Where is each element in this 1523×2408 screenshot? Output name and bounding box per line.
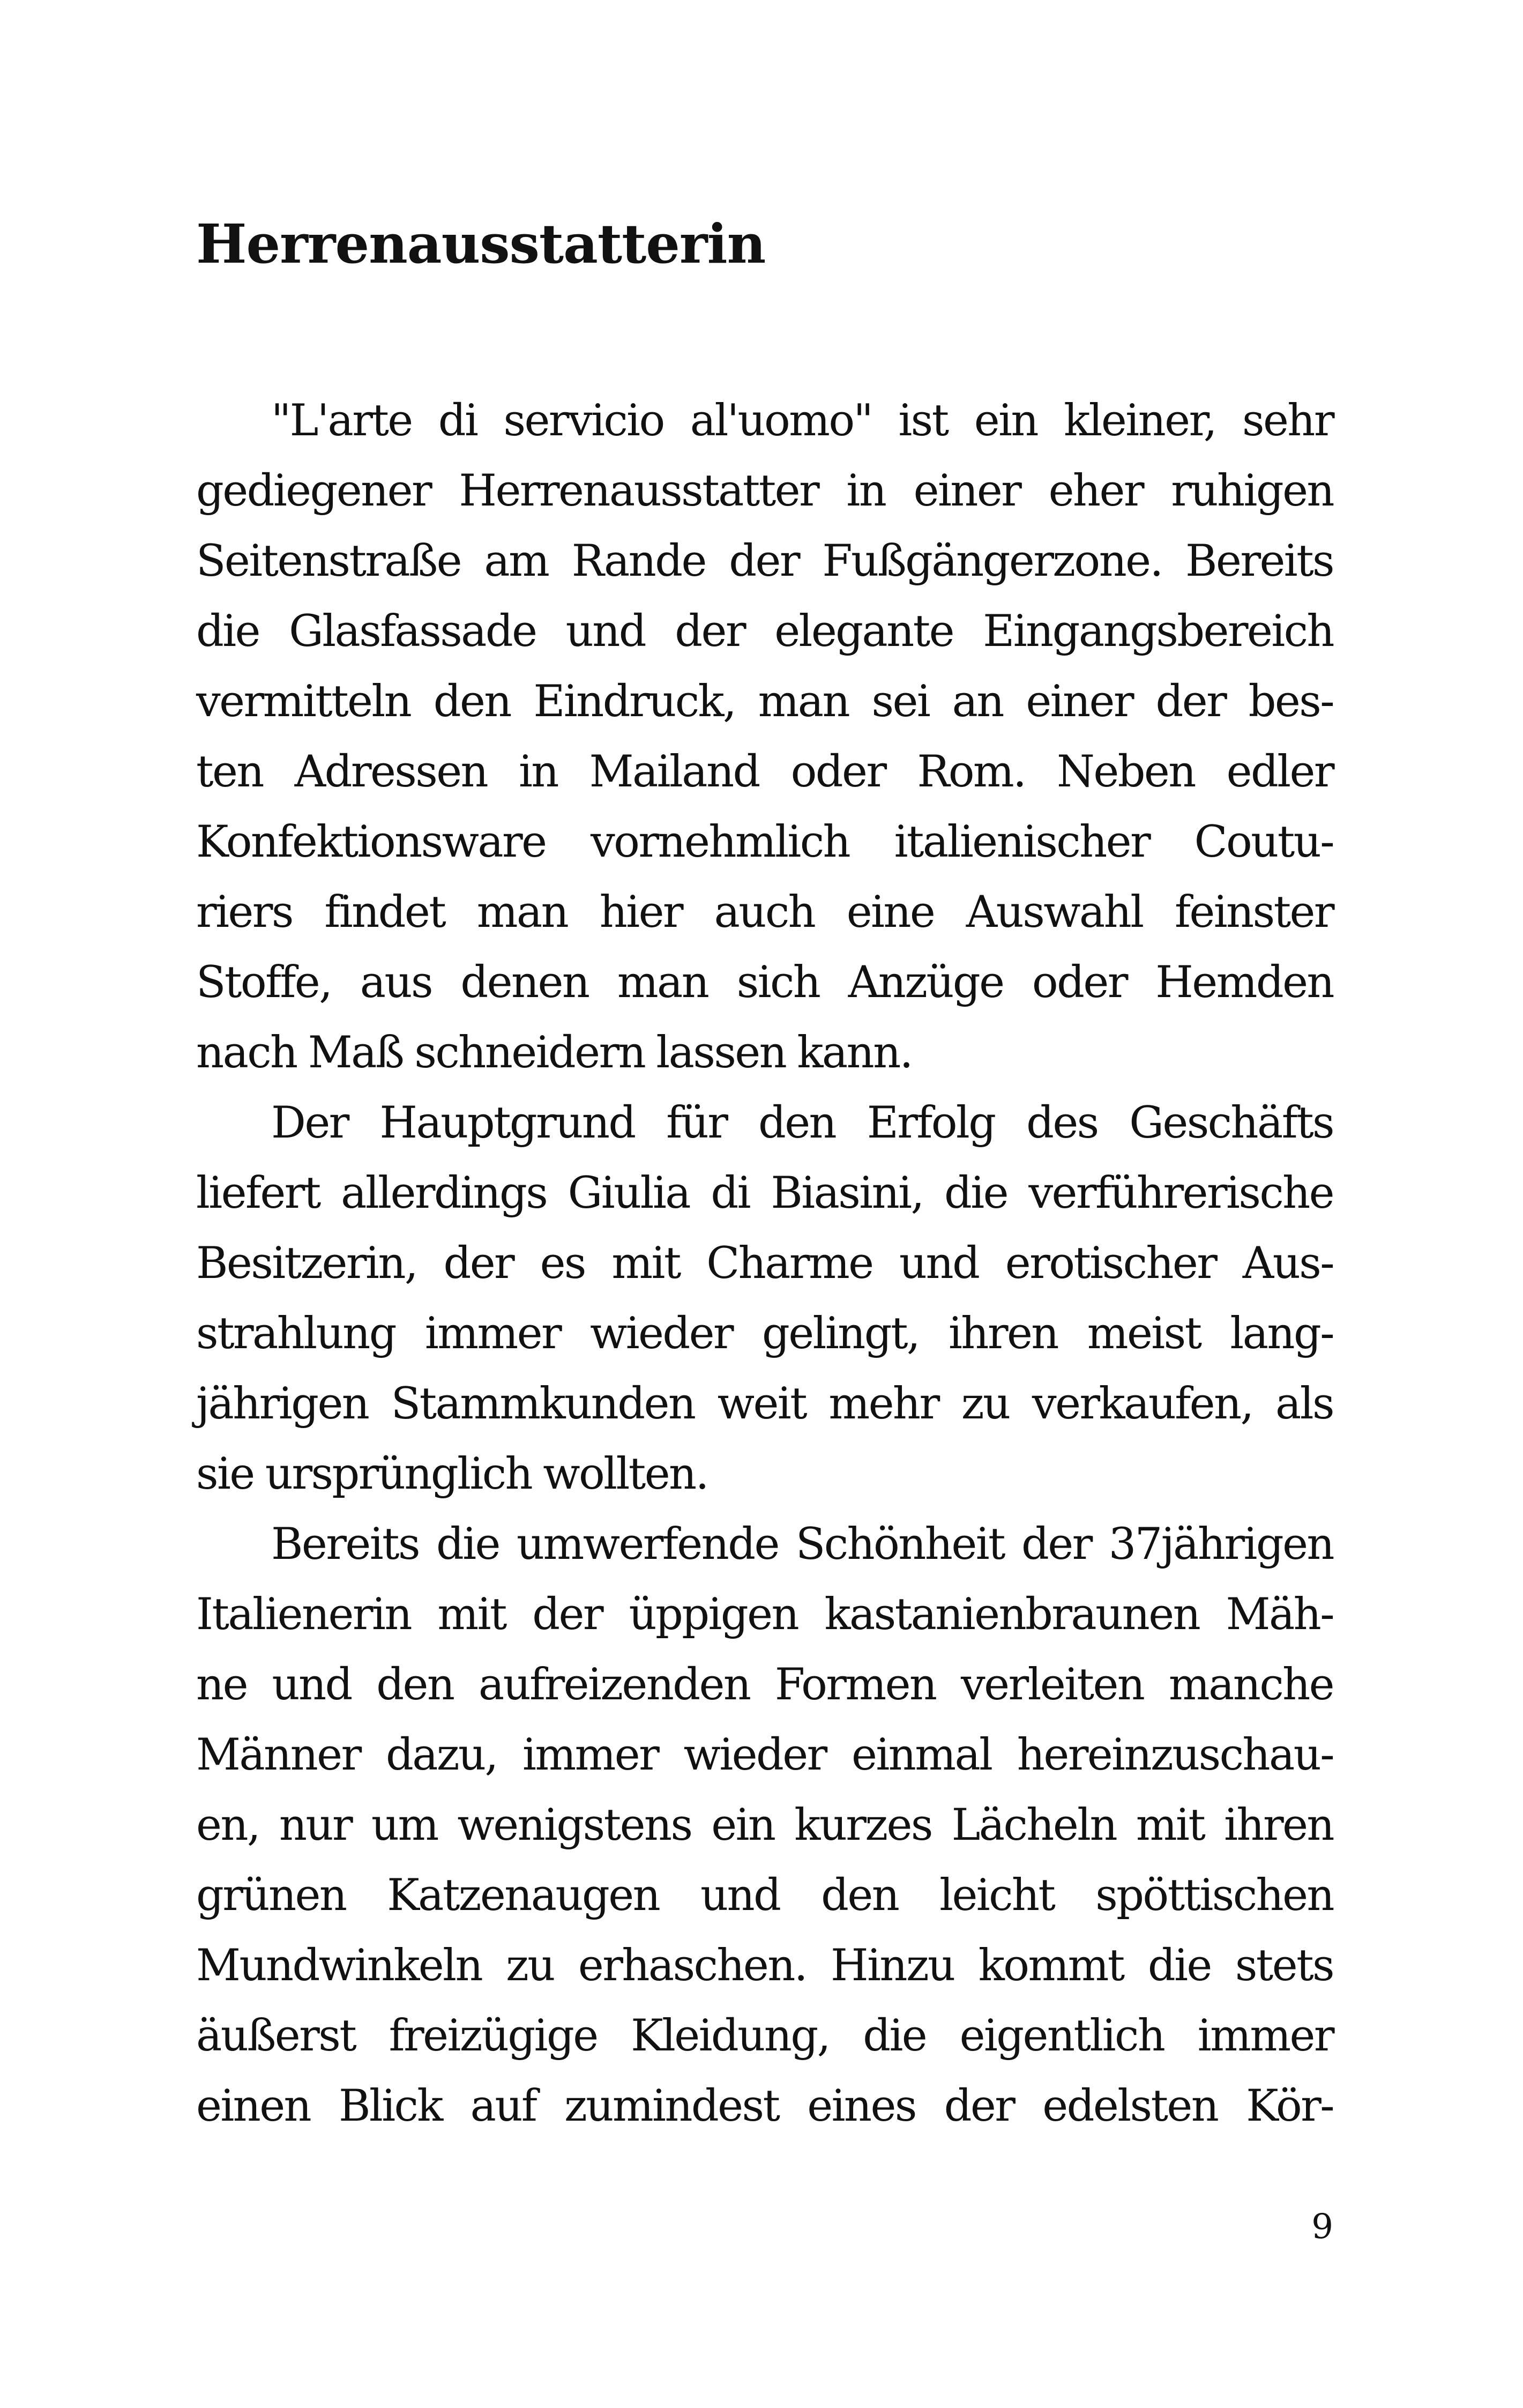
text-line: ne und den aufreizenden Formen verleiten manche [196, 1660, 1333, 1710]
text-line: Seitenstraße am Rande der Fußgängerzone. Bereits [196, 536, 1333, 586]
page-number: 9 [1311, 2207, 1333, 2247]
text-line: Mundwinkeln zu erhaschen. Hinzu kommt die stets [196, 1941, 1333, 1991]
paragraph-1 [196, 386, 1333, 1088]
text-line: einen Blick auf zumindest eines der edelsten Kör- [196, 2081, 1333, 2131]
text-line: die Glasfassade und der elegante Eingangsbereich [196, 606, 1333, 657]
text-line: gediegener Herrenausstatter in einer eher ruhigen [196, 466, 1333, 516]
text-line: äußerst freizügige Kleidung, die eigentlich immer [196, 2011, 1333, 2061]
text-line: vermitteln den Eindruck, man sei an einer der bes- [196, 677, 1333, 727]
chapter-title: Herrenausstatterin [196, 212, 766, 276]
text-line: "L'arte di servicio al'uomo" ist ein kleiner, sehr [271, 396, 1333, 446]
text-line: nach Maß schneidern lassen kann. [196, 1028, 912, 1078]
text-line: grünen Katzenaugen und den leicht spöttischen [196, 1870, 1333, 1921]
text-line: en, nur um wenigstens ein kurzes Lächeln mit ihren [196, 1800, 1333, 1850]
text-line: Männer dazu, immer wieder einmal hereinzuschau- [196, 1730, 1333, 1780]
text-line: Konfektionsware vornehmlich italienischer Coutu- [196, 817, 1333, 867]
text-line: Italienerin mit der üppigen kastanienbraunen Mäh- [196, 1589, 1333, 1640]
paragraph-3 [196, 1510, 1333, 2142]
text-line: sie ursprünglich wollten. [196, 1449, 708, 1499]
text-line: Stoffe, aus denen man sich Anzüge oder Hemden [196, 957, 1333, 1008]
paragraph-2 [196, 1088, 1333, 1510]
body-text [196, 386, 1333, 2142]
text-line: jährigen Stammkunden weit mehr zu verkaufen, als [196, 1379, 1333, 1429]
text-line: Der Hauptgrund für den Erfolg des Geschäfts [271, 1098, 1333, 1148]
text-line: Bereits die umwerfende Schönheit der 37jährigen [271, 1519, 1333, 1570]
text-line: Besitzerin, der es mit Charme und erotischer Aus- [196, 1238, 1333, 1289]
text-line: liefert allerdings Giulia di Biasini, die verführerische [196, 1168, 1333, 1218]
text-line: riers findet man hier auch eine Auswahl feinster [196, 887, 1333, 938]
text-line: strahlung immer wieder gelingt, ihren meist lang- [196, 1309, 1333, 1359]
text-line: ten Adressen in Mailand oder Rom. Neben edler [196, 747, 1333, 797]
